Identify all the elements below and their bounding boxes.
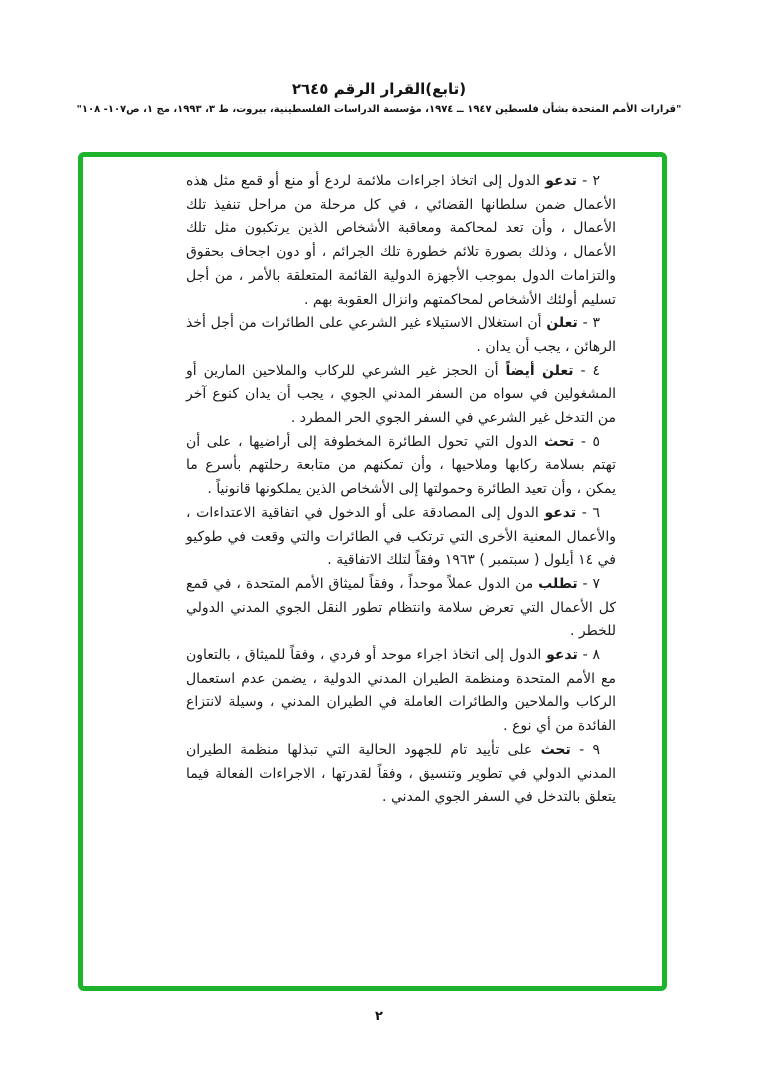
- paragraph-text: أن الحجز غير الشرعي للركاب والملاحين المارين أو المشغولين في سواه من السفر المدني الجوي ، يجب أن يدان كنوع آخر من التدخل غير الشرعي في السفر الجوي الحر المطرد .: [186, 362, 616, 427]
- paragraph-2: [186, 170, 616, 312]
- highlight-frame: [78, 152, 667, 991]
- paragraph-lead: تدعو: [545, 173, 577, 189]
- paragraph-5: [186, 431, 616, 502]
- paragraph-8: [186, 644, 616, 739]
- paragraph-6: [186, 502, 616, 573]
- paragraph-number: ٤ -: [580, 362, 600, 379]
- paragraph-text: على تأييد تام للجهود الحالية التي تبذلها منظمة الطيران المدني الدولي في تطوير وتنسيق ، وفقاً لقدرتها ، الاجراءات الفعالة فيما يتعلق بالتدخل في السفر الجوي المدني .: [186, 741, 616, 806]
- paragraph-7: [186, 573, 616, 644]
- resolution-body: [186, 170, 616, 810]
- paragraph-text: الدول إلى اتخاذ اجراء موحد أو فردي ، وفقاً للميثاق ، بالتعاون مع الأمم المتحدة ومنظمة الطيران المدني الدولية ، يضمن عدم استعمال الركاب والملاحين والطائرات العاملة في الطيران المدني ، وسيلة لانتزاع الفائدة من أي نوع .: [186, 647, 616, 735]
- document-header: [0, 80, 758, 115]
- paragraph-number: ٢ -: [582, 173, 600, 189]
- paragraph-text: الدول إلى المصادقة على أو الدخول في اتفاقية الاعتداءات ، والأعمال المعنية الأخرى التي ترتكب في الطائرات والتي وقعت في طوكيو في ١٤ أيلول ( سبتمبر ) ١٩٦٣ وفقاً لتلك الاتفاقية .: [186, 504, 616, 569]
- paragraph-lead: تحث: [544, 433, 575, 450]
- paragraph-number: ٧ -: [582, 575, 600, 592]
- paragraph-lead: تعلن: [546, 315, 578, 332]
- paragraph-text: من الدول عملاً موحداً ، وفقاً لميثاق الأمم المتحدة ، في قمع كل الأعمال التي تعرض سلامة وانتظام تطور النقل الجوي المدني الدولي للخطر .: [186, 575, 616, 640]
- paragraph-text: الدول التي تحول الطائرة المخطوفة إلى أراضيها ، على أن تهتم بسلامة ركابها وملاحيها ، وأن تمكنهم من متابعة رحلتهم بأسرع ما يمكن ، وأن تعيد الطائرة وحمولتها إلى الأشخاص الذين يملكونها قانونياً .: [186, 433, 616, 498]
- paragraph-number: ٣ -: [582, 315, 600, 332]
- paragraph-number: ٨ -: [582, 647, 600, 664]
- paragraph-text: أن استغلال الاستيلاء غير الشرعي على الطائرات من أجل أخذ الرهائن ، يجب أن يدان .: [186, 315, 616, 355]
- paragraph-number: ٩ -: [579, 741, 600, 758]
- paragraph-number: ٥ -: [580, 433, 601, 450]
- paragraph-9: [186, 739, 616, 810]
- citation-line: "قرارات الأمم المتحدة بشأن فلسطين ١٩٤٧ ــ ١٩٧٤، مؤسسة الدراسات الفلسطينية، بيروت، ط ٣، ١٩٩٣، مج ١، ص١٠٧- ١٠٨": [76, 104, 682, 115]
- paragraph-lead: تدعو: [544, 504, 577, 521]
- paragraph-lead: تحث: [540, 741, 571, 758]
- paragraph-lead: تطلب: [538, 575, 578, 592]
- paragraph-number: ٦ -: [581, 504, 601, 521]
- paragraph-3: [186, 312, 616, 359]
- paragraph-lead: تعلن أيضاً: [505, 362, 574, 379]
- paragraph-lead: تدعو: [546, 647, 578, 664]
- page-number: ٢: [375, 1009, 383, 1024]
- paragraph-4: [186, 360, 616, 431]
- resolution-title: (تابع)القرار الرقم ٢٦٤٥: [291, 80, 467, 98]
- paragraph-text: الدول إلى اتخاذ اجراءات ملائمة لردع أو منع أو قمع مثل هذه الأعمال ضمن سلطانها القضائي ، في كل مرحلة من مراحل تنفيذ تلك الأعمال ، وأن تعد لمحاكمة ومعاقبة الأشخاص الذين يرتكبون مثل تلك الأعمال ، وذلك بصورة تلائم خطورة تلك الجرائم ، أو دون اجحاف بحقوق والتزامات الدول بموجب الأجهزة الدولية القائمة المتعلقة بالأمر ، من أجل تسليم أولئك الأشخاص لمحاكمتهم وانزال العقوبة بهم .: [186, 173, 616, 308]
